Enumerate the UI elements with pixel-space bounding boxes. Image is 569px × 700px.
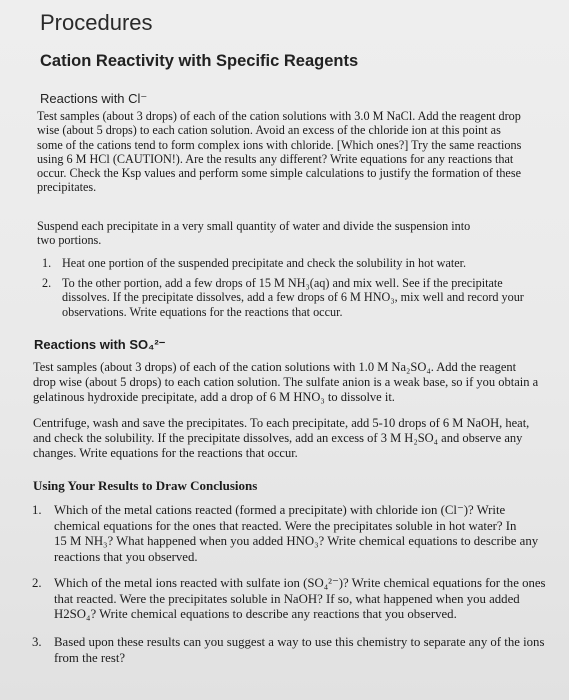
question-line: Which of the metal cations reacted (formed a precipitate) with chloride ion (Cl⁻)? Write: [54, 503, 506, 517]
conclusions-list: [32, 503, 569, 700]
step-line: dissolves. If the precipitate dissolves, add a few drops of 6 M HNO₃, mix well and record your: [62, 290, 524, 305]
so4-heading: Reactions with SO₄²⁻: [34, 337, 166, 352]
question-line: 15 M NH₃? What happened when you added HNO₃? Write chemical equations to describe any: [54, 534, 539, 548]
suspend-line: Suspend each precipitate in a very small quantity of water and divide the suspension into: [37, 219, 471, 233]
so4-para-line: drop wise (about 5 drops) to each cation solution. The sulfate anion is a weak base, so if you obtain a: [33, 375, 539, 389]
cl-para-line: occur. Check the Ksp values and perform some simple calculations to justify the formation of these: [37, 166, 521, 181]
cl-para-line: using 6 M HCl (CAUTION!). Are the results any different? Write equations for any reactions that: [37, 151, 514, 166]
cl-para-line: Test samples (about 3 drops) of each of the cation solutions with 3.0 M NaCl. Add the reagent drop: [37, 109, 521, 123]
centrifuge-line: and check the solubility. If the precipitate dissolves, add an excess of 3 M H₂SO₄ and observe any: [33, 431, 523, 445]
so4-paragraph: [33, 360, 563, 405]
question-line: H2SO₄? Write chemical equations to describe any reactions that you observed.: [54, 607, 457, 621]
cl-para-line: precipitates.: [37, 180, 97, 195]
question-line: that reacted. Were the precipitates soluble in NaOH? If so, what happened when you added: [54, 591, 520, 606]
suspend-paragraph: [37, 219, 557, 248]
centrifuge-paragraph: [33, 416, 563, 461]
conclusions-heading: Using Your Results to Draw Conclusions: [33, 478, 258, 493]
so4-para-line: gelatinous hydroxide precipitate, add a drop of 6 M HNO₃ to dissolve it.: [33, 390, 395, 404]
question-line: Based upon these results can you suggest a way to use this chemistry to separate any of the ions: [54, 635, 545, 649]
page-title: Procedures: [40, 10, 153, 35]
section-title: Cation Reactivity with Specific Reagents: [40, 52, 359, 70]
step-line: observations. Write equations for the reactions that occur.: [62, 304, 343, 319]
suspend-line: two portions.: [37, 233, 102, 248]
cl-heading: Reactions with Cl⁻: [40, 91, 148, 106]
centrifuge-line: Centrifuge, wash and save the precipitates. To each precipitate, add 5-10 drops of 6 M NaOH, heat,: [33, 416, 530, 430]
cl-para-line: wise (about 5 drops) to each cation solution. Avoid an excess of the chloride ion at this point as: [37, 123, 501, 138]
question-line: reactions that you observed.: [54, 549, 198, 564]
cl-para-line: some of the cations tend to form complex ions with chloride. [Which ones?] Try the same reactions: [37, 137, 522, 152]
centrifuge-line: changes. Write equations for the reactions that occur.: [33, 446, 298, 460]
question-number: 2.: [32, 576, 42, 590]
step-number: 2.: [42, 276, 52, 290]
cl-paragraph: [37, 109, 567, 195]
question-line: Which of the metal ions reacted with sulfate ion (SO₄²⁻)? Write chemical equations for the ones: [54, 576, 546, 590]
step-line: Heat one portion of the suspended precipitate and check the solubility in hot water.: [62, 256, 467, 270]
question-line: chemical equations for the ones that reacted. Were the precipitates soluble in hot water? In: [54, 518, 517, 533]
step-line: To the other portion, add a few drops of 15 M NH₃(aq) and mix well. See if the precipitate: [62, 276, 503, 290]
step-number: 1.: [42, 256, 52, 270]
question-number: 1.: [32, 503, 42, 517]
question-line: from the rest?: [54, 650, 126, 665]
question-number: 3.: [32, 635, 42, 649]
so4-para-line: Test samples (about 3 drops) of each of the cation solutions with 1.0 M Na₂SO₄. Add the reagent: [33, 360, 517, 374]
cl-steps-list: [42, 256, 562, 326]
